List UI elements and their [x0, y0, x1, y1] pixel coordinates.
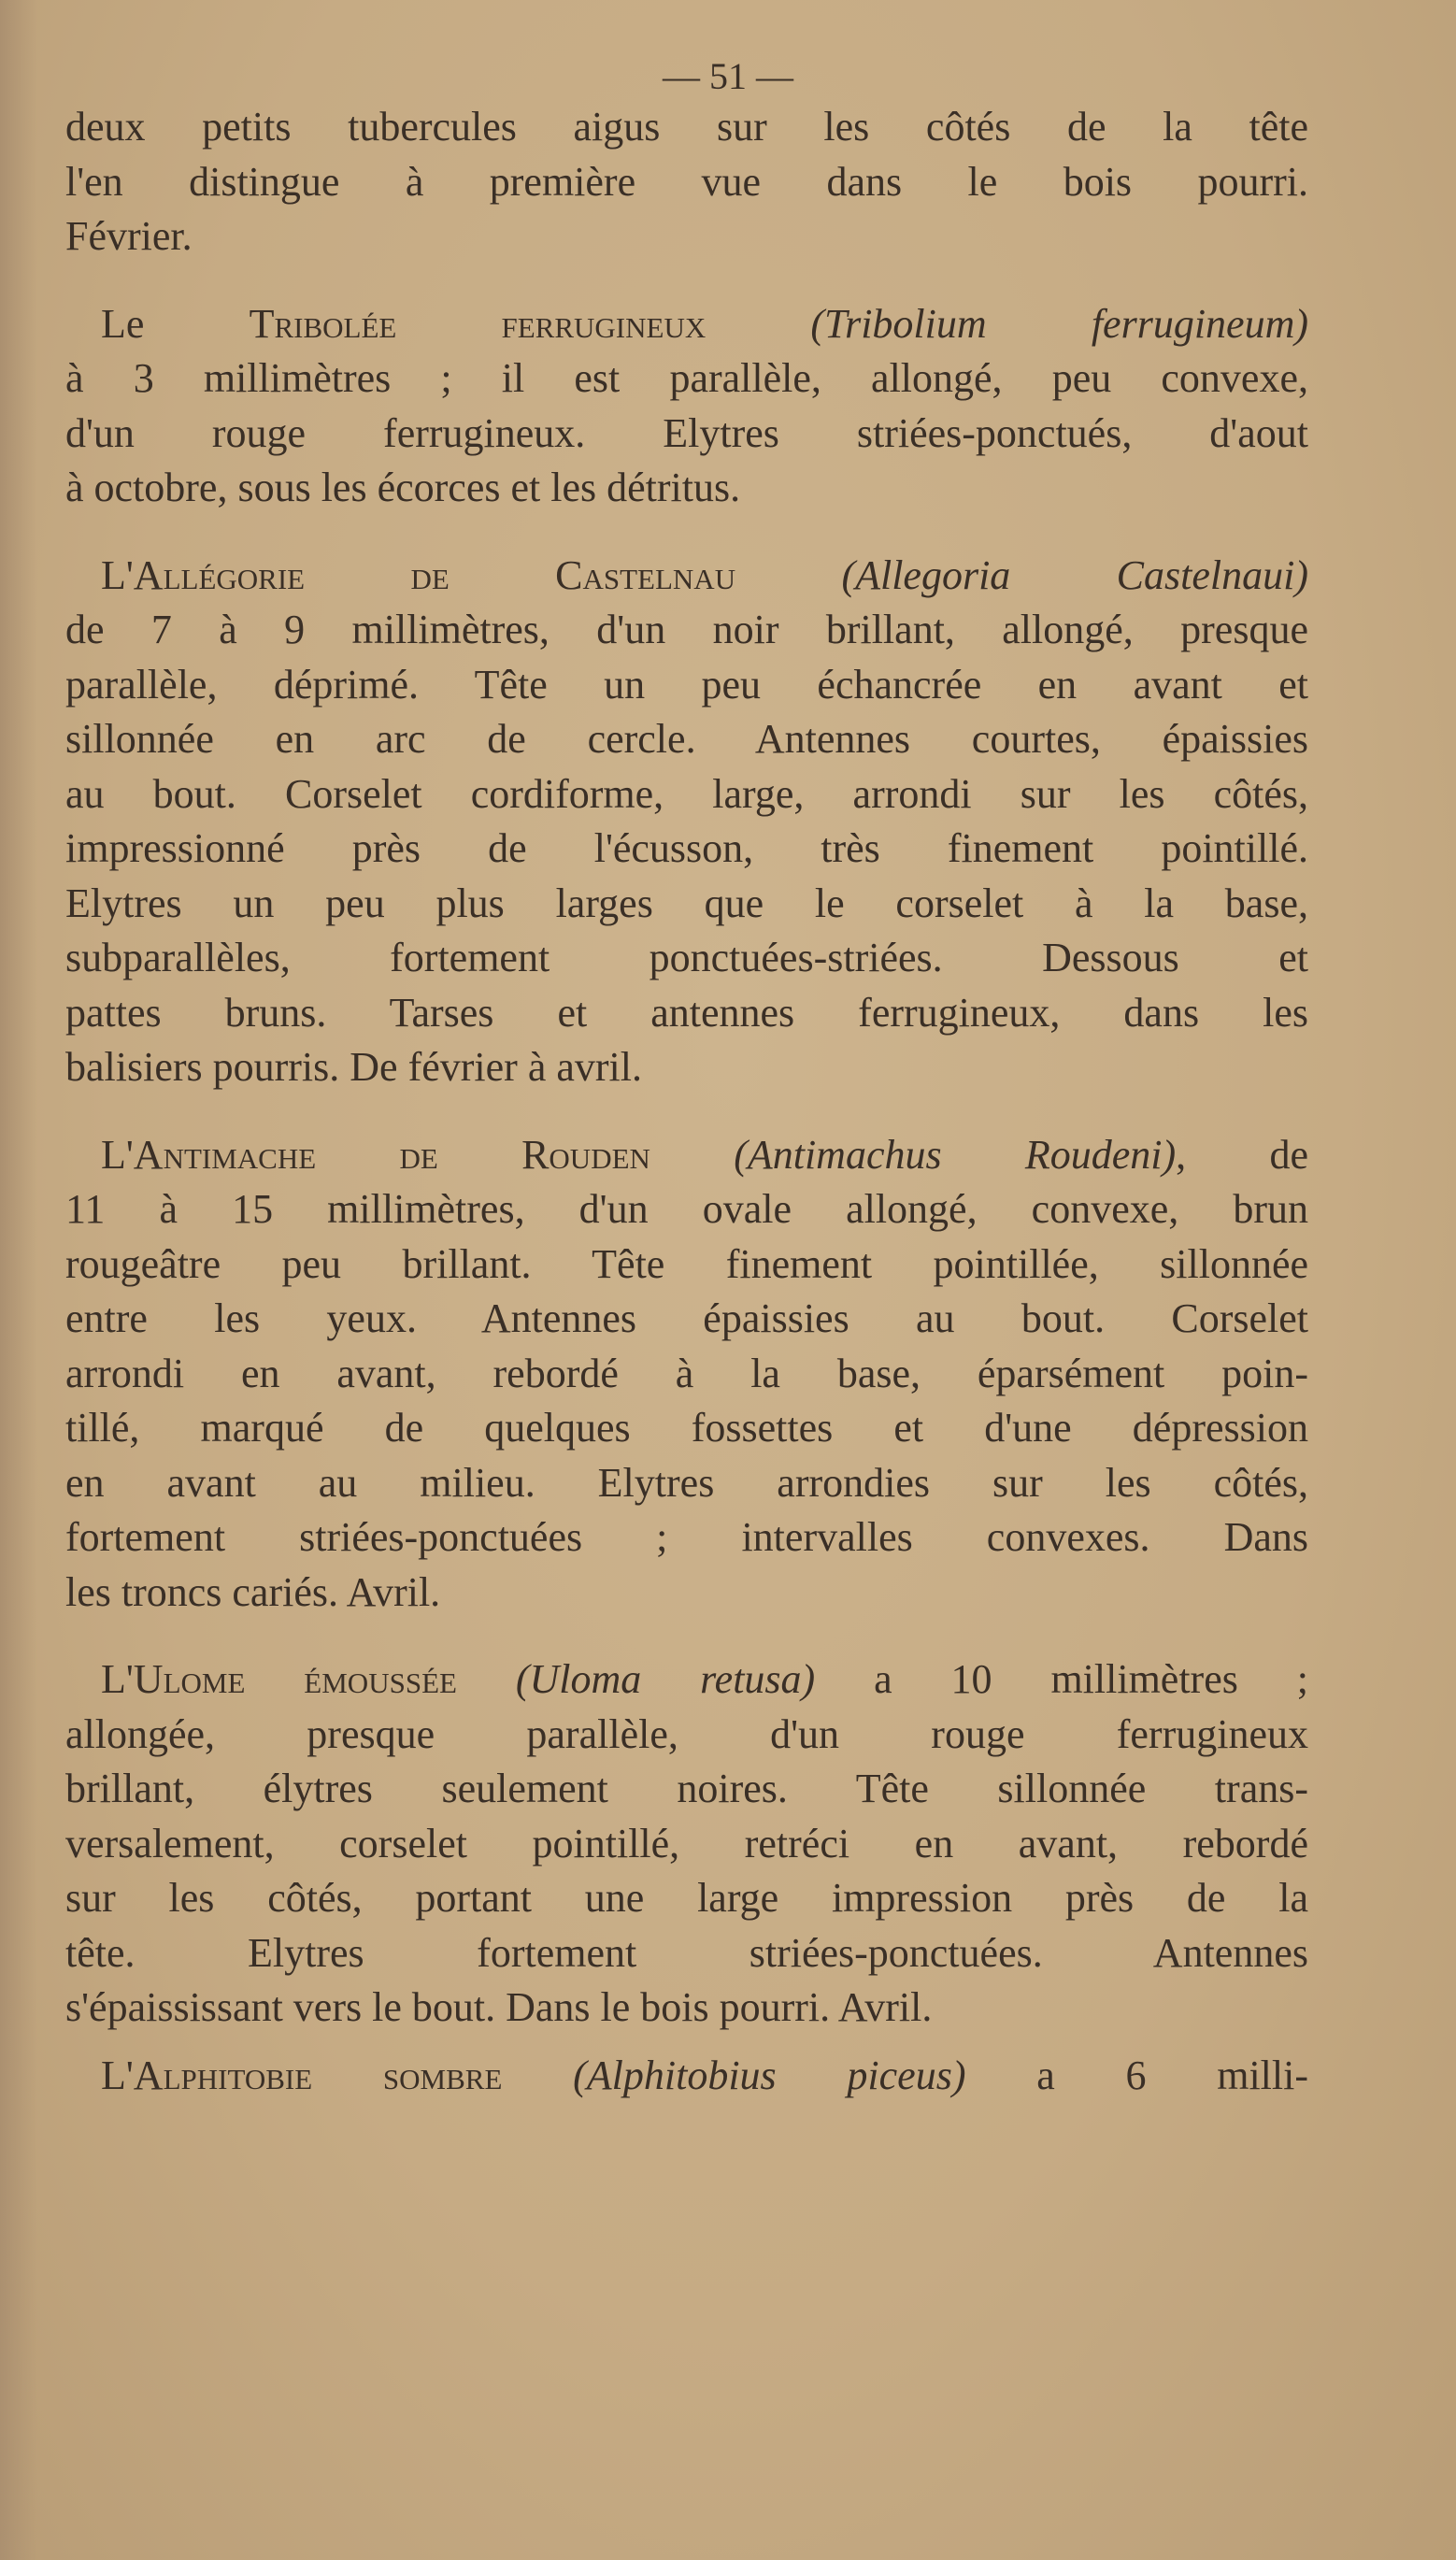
text-segment: balisiers pourris. De février à avril. [65, 1044, 642, 1090]
text-line [65, 1456, 1308, 1511]
text-line [65, 658, 1308, 713]
text-segment: , de [1176, 1131, 1308, 1178]
text-segment: a 10 millimètres ; [815, 1656, 1308, 1702]
text-line [65, 155, 1308, 210]
text-line [65, 822, 1308, 877]
species-common-name: L'Ulome émoussée [101, 1656, 516, 1702]
text-segment: Elytres un peu plus larges que le corselet à la base, [65, 880, 1308, 926]
text-segment: parallèle, déprimé. Tête un peu échancrée en avant et [65, 661, 1308, 708]
text-line [65, 1401, 1308, 1456]
text-segment: arrondi en avant, rebordé à la base, éparsément poin- [65, 1350, 1308, 1396]
text-line [65, 877, 1308, 932]
text-line [65, 1871, 1308, 1926]
text-line [65, 1566, 1308, 1621]
text-line [65, 1817, 1308, 1872]
text-segment: Le [101, 300, 250, 347]
text-segment: l'en distingue à première vue dans le bois pourri. [65, 158, 1308, 205]
text-segment: Février. [65, 213, 193, 259]
text-line [65, 986, 1308, 1041]
text-line [65, 1292, 1308, 1347]
text-segment: tillé, marqué de quelques fossettes et d'une dépression [65, 1405, 1308, 1451]
text-segment: impressionné près de l'écusson, très finement pointillé. [65, 825, 1308, 871]
text-line [65, 297, 1308, 352]
text-segment: d'un rouge ferrugineux. Elytres striées-ponctués, d'aout [65, 409, 1308, 456]
text-segment: 11 à 15 millimètres, d'un ovale allongé, convexe, brun [65, 1186, 1308, 1232]
species-common-name: L'Alphitobie sombre [101, 2052, 574, 2098]
text-segment: sillonnée en arc de cercle. Antennes courtes, épaissies [65, 716, 1308, 762]
body-text [65, 100, 1308, 2103]
text-segment: en avant au milieu. Elytres arrondies sur les côtés, [65, 1459, 1308, 1506]
text-line [65, 767, 1308, 822]
text-segment: tête. Elytres fortement striées-ponctuées. Antennes [65, 1929, 1308, 1976]
text-segment: subparallèles, fortement ponctuées-striées. Dessous et [65, 935, 1308, 980]
text-line [65, 549, 1308, 604]
species-latin-name: (Alphitobius piceus) [573, 2052, 966, 2098]
text-line [65, 2049, 1308, 2104]
species-common-name: L'Allégorie de Castelnau [101, 551, 842, 598]
text-segment: brillant, élytres seulement noires. Tête sillonnée trans- [65, 1766, 1308, 1811]
text-segment: a 6 milli- [965, 2052, 1309, 2098]
text-segment: à octobre, sous les écorces et les détritus. [65, 465, 741, 510]
species-latin-name: (Antimachus Roudeni) [734, 1131, 1177, 1178]
text-line [65, 1926, 1308, 1981]
text-line [65, 407, 1308, 462]
species-common-name: L'Antimache de Rouden [101, 1131, 735, 1178]
text-line [65, 1040, 1308, 1095]
text-segment: les troncs cariés. Avril. [65, 1568, 441, 1615]
text-line [65, 1708, 1308, 1763]
paragraph [65, 549, 1308, 1095]
text-line [65, 1128, 1308, 1183]
text-line [65, 1510, 1308, 1566]
text-line [65, 1347, 1308, 1402]
paragraph [65, 1652, 1308, 2036]
text-line [65, 351, 1308, 407]
paragraph [65, 297, 1308, 516]
paragraph [65, 1128, 1308, 1621]
text-segment: deux petits tubercules aigus sur les côtés de la tête [65, 104, 1308, 150]
text-segment: allongée, presque parallèle, d'un rouge ferrugineux [65, 1710, 1308, 1757]
text-segment: de 7 à 9 millimètres, d'un noir brillant, allongé, presque [65, 607, 1308, 652]
text-line [65, 1762, 1308, 1817]
species-latin-name: (Tribolium ferrugineum) [810, 300, 1309, 347]
text-line [65, 209, 1308, 265]
text-line [65, 1652, 1308, 1708]
text-line [65, 712, 1308, 767]
text-line [65, 931, 1308, 986]
paragraph [65, 100, 1308, 265]
text-segment: sur les côtés, portant une large impression près de la [65, 1875, 1308, 1921]
species-latin-name: (Allegoria Castelnaui) [841, 551, 1308, 598]
text-line [65, 1182, 1308, 1237]
paragraph [65, 2049, 1308, 2104]
page-number: — 51 — [663, 55, 793, 97]
text-segment: entre les yeux. Antennes épaissies au bout. Corselet [65, 1295, 1308, 1341]
text-line [65, 100, 1308, 155]
text-line [65, 1981, 1308, 2036]
page-edge-shadow [0, 0, 37, 2560]
text-line [65, 1237, 1308, 1293]
text-segment: au bout. Corselet cordiforme, large, arrondi sur les côtés, [65, 770, 1308, 817]
text-segment: pattes bruns. Tarses et antennes ferrugineux, dans les [65, 989, 1308, 1036]
text-segment: fortement striées-ponctuées ; intervalles convexes. Dans [65, 1514, 1308, 1560]
species-common-name: Tribolée ferrugineux [249, 300, 811, 347]
text-segment: à 3 millimètres ; il est parallèle, allongé, peu convexe, [65, 355, 1308, 401]
text-segment: versalement, corselet pointillé, retréci en avant, rebordé [65, 1820, 1308, 1866]
text-line [65, 603, 1308, 658]
text-segment: rougeâtre peu brillant. Tête finement pointillée, sillonnée [65, 1240, 1308, 1287]
text-line [65, 461, 1308, 516]
species-latin-name: (Uloma retusa) [515, 1656, 816, 1702]
text-segment: s'épaississant vers le bout. Dans le bois pourri. Avril. [65, 1984, 933, 2030]
